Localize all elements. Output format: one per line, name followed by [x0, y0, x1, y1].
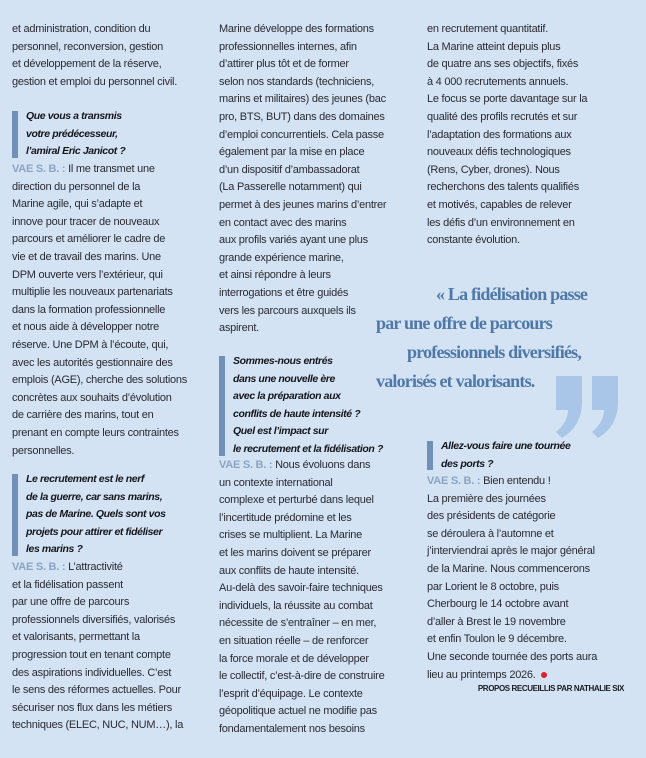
text-line: nouveaux défis technologiques [427, 146, 571, 159]
text-line: de carrière des marins, tout en [12, 409, 154, 422]
text-line: avec la préparation aux [233, 390, 341, 403]
text-line: dans la formation professionnelle [12, 303, 166, 316]
end-dot-icon [541, 672, 547, 678]
text-line: Le focus se porte davantage sur la [427, 93, 588, 106]
text-line: Allez-vous faire une tournée [441, 440, 571, 452]
question-recruitment [12, 471, 166, 559]
col2-continuation [219, 21, 386, 338]
text-line: crises se multiplient. La Marine [219, 529, 363, 542]
text-line: et administration, condition du [12, 23, 151, 35]
text-line: constante évolution. [427, 234, 520, 247]
text-line: vie et de travail des marins. Une [12, 250, 161, 263]
text-line: Marine développe des formations [219, 23, 374, 35]
answer-lines [12, 577, 183, 735]
col3-continuation [427, 21, 587, 250]
text-line: vers les parcours auxquels ils [219, 304, 356, 317]
text-line: l’incertitude prédomine et les [219, 511, 352, 524]
answer-text: Il me transmet une [65, 163, 155, 175]
text-line: personnelles. [12, 444, 75, 457]
text-line: avec les autorités gestionnaire des [12, 356, 173, 369]
text-line: d’un dispositif d’ambassadorat [219, 163, 360, 176]
text-line: le recrutement et la fidélisation ? [233, 442, 383, 455]
text-line: à 4 000 recrutements annuels. [427, 75, 569, 88]
text-line: aux profils variés ayant une plus [219, 234, 368, 247]
text-line: des aspirations individuelles. C’est [12, 666, 172, 679]
text-line: l’amiral Eric Janicot ? [26, 145, 126, 158]
pull-quote-line-4: valorisés et valorisants. [376, 371, 535, 391]
text-line: et les marins doivent se préparer [219, 546, 371, 559]
text-line: et ainsi répondre à leurs [219, 269, 331, 282]
text-line: grande expérience marine, [219, 251, 344, 264]
text-line: multiplie les nouveaux partenariats [12, 286, 173, 299]
text-line: professionnels diversifiés, valorisés [12, 613, 176, 626]
text-line: d’aller à Brest le 19 novembre [427, 615, 566, 628]
speaker-label: VAE S. B. : [12, 561, 66, 573]
text-line: des ports ? [441, 457, 494, 470]
text-line: en situation réelle – de renforcer [219, 634, 369, 647]
text-line: gestion et emploi du personnel civil. [12, 75, 178, 88]
text-line: concrètes aux souhaits d’évolution [12, 391, 172, 404]
text-line: La première des journées [427, 492, 546, 505]
text-line: la force morale et de développer [219, 652, 369, 665]
text-line: dans une nouvelle ère [233, 372, 335, 385]
text-line: un contexte international [219, 476, 333, 489]
text-line: de la Marine. Nous commencerons [427, 562, 590, 575]
text-line: géopolitique actuel ne modifie pas [219, 705, 377, 718]
question-predecessor [12, 108, 125, 161]
text-line: l’adaptation des formations aux [427, 128, 572, 141]
text-line: le collectif, c’est-à-dire de construire [219, 670, 385, 683]
text-line: professionnelles internes, afin [219, 40, 357, 53]
text-line: sécuriser nos flux dans les métiers [12, 701, 172, 714]
text-line: nécessite de s’entraîner – en mer, [219, 617, 377, 630]
text-line: Au-delà des savoir-faire techniques [219, 582, 383, 595]
answer-recruitment [12, 559, 183, 735]
text-line: innove pour tracer de nouveaux [12, 215, 160, 228]
text-line: de la guerre, car sans marins, [26, 490, 163, 503]
text-line: Une seconde tournée des ports aura [427, 650, 598, 663]
text-line: individuels, la réussite au combat [219, 599, 373, 612]
text-line: pro, BTS, BUT) dans des domaines [219, 110, 385, 123]
text-line: La Marine atteint depuis plus [427, 40, 561, 53]
text-line: les marins ? [26, 543, 83, 556]
text-line: et motivés, capables de relever [427, 198, 572, 211]
text-line: et développement de la réserve, [12, 58, 162, 71]
text-line: direction du personnel de la [12, 180, 141, 193]
text-line: conflits de haute intensité ? [233, 407, 361, 420]
text-line: parcours et améliorer le cadre de [12, 233, 166, 246]
text-line: complexe et perturbé dans lequel [219, 494, 374, 507]
text-line: selon nos standards (techniciens, [219, 75, 375, 88]
text-line: Que vous a transmis [26, 110, 122, 122]
question-high-intensity [219, 353, 383, 459]
text-line: en recrutement quantitatif. [427, 23, 549, 35]
answer-lines [427, 491, 597, 667]
text-line: le sens des réformes actuelles. Pour [12, 684, 181, 697]
text-line: Le recrutement est le nerf [26, 473, 144, 485]
text-line: Sommes-nous entrés [233, 355, 333, 367]
answer-high-intensity [219, 457, 384, 739]
text-line: permet à des jeunes marins d’entrer [219, 198, 387, 211]
speaker-label: VAE S. B. : [12, 163, 66, 175]
answer-text: Bien entendu ! [480, 475, 551, 487]
text-line: personnel, reconversion, gestion [12, 40, 163, 53]
text-line: interrogations et être guidés [219, 286, 349, 299]
text-line: fondamentalement nos besoins [219, 722, 365, 735]
pull-quote-line-2: par une offre de parcours [376, 313, 552, 333]
text-line: les défis d’un environnement en [427, 216, 575, 229]
text-line: des présidents de catégorie [427, 510, 556, 523]
text-line: j’interviendrai après le major général [427, 545, 595, 558]
text-line: votre prédécesseur, [26, 127, 118, 140]
answer-ports-tour [427, 473, 597, 684]
text-line: aux conflits de haute intensité. [219, 564, 359, 577]
text-line: DPM ouverte vers l’extérieur, qui [12, 268, 163, 281]
byline-credit: PROPOS RECUEILLIS PAR NATHALIE SIX [477, 684, 624, 693]
text-line: par Lorient le 8 octobre, puis [427, 580, 559, 593]
answer-text: L’attractivité [65, 561, 123, 573]
speaker-label: VAE S. B. : [427, 475, 481, 487]
text-line: Quel est l’impact sur [233, 425, 328, 438]
text-line: d’emploi concurrentiels. Cela passe [219, 128, 384, 141]
text-line: progression tout en tenant compte [12, 648, 171, 661]
text-line: et la fidélisation passent [12, 578, 123, 591]
text-line: et valorisants, permettant la [12, 631, 140, 644]
text-line: de quatre ans ses objectifs, fixés [427, 58, 579, 71]
text-line: l’esprit d’équipage. Le contexte [219, 687, 363, 700]
question-ports-tour [427, 438, 570, 473]
text-line: et enfin Toulon le 9 décembre. [427, 633, 567, 646]
text-line: emplois (AGE), cherche des solutions [12, 374, 188, 387]
text-line: également par la mise en place [219, 146, 365, 159]
pull-quote-line-3: professionnels diversifiés, [407, 342, 582, 362]
closing-quote-mark-icon [548, 372, 628, 442]
text-line: recherchons des talents qualifiés [427, 181, 579, 194]
text-line: d’attirer plus tôt et de former [219, 58, 349, 71]
text-line: (Rens, Cyber, drones). Nous [427, 163, 560, 176]
text-line: qualité des profils recrutés et sur [427, 110, 578, 123]
text-line: techniques (ELEC, NUC, NUM…), la [12, 719, 184, 732]
answer-predecessor [12, 161, 187, 460]
text-line: pas de Marine. Quels sont vos [26, 508, 166, 521]
text-line: aspirent. [219, 322, 259, 335]
text-line: marins et militaires) des jeunes (bac [219, 93, 386, 106]
text-line: se déroulera à l’automne et [427, 527, 554, 540]
answer-lines [12, 179, 187, 461]
text-line: Cherbourg le 14 octobre avant [427, 598, 569, 611]
col1-intro [12, 21, 177, 91]
text-line: prenant en compte leurs contraintes [12, 426, 179, 439]
pull-quote-line-1: « La fidélisation passe [436, 284, 588, 304]
answer-last-line: lieu au printemps 2026. [427, 668, 536, 681]
text-line: par une offre de parcours [12, 596, 130, 609]
text-line: réserve. Une DPM à l’écoute, qui, [12, 338, 169, 351]
text-line: et nous aide à développer notre [12, 321, 159, 334]
speaker-label: VAE S. B. : [219, 459, 273, 471]
text-line: projets pour attirer et fidéliser [26, 525, 163, 538]
answer-text: Nous évoluons dans [272, 459, 371, 471]
text-line: en contact avec des marins [219, 216, 347, 229]
answer-lines [219, 475, 384, 739]
text-line: (La Passerelle notamment) qui [219, 181, 362, 194]
text-line: Marine agile, qui s’adapte et [12, 198, 143, 211]
